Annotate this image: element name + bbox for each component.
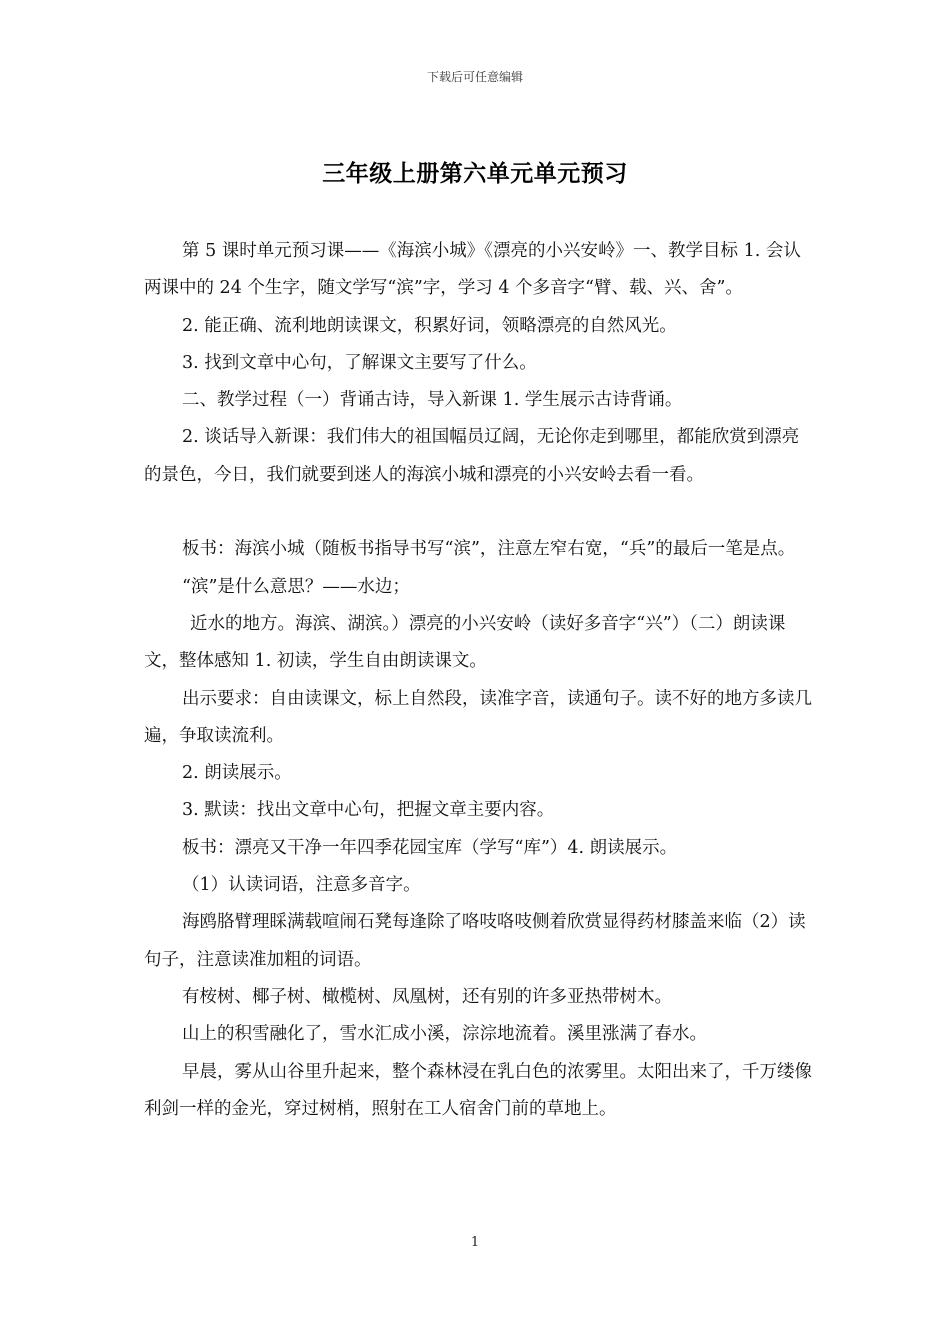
paragraph-reading-show: 2. 朗读展示。: [182, 763, 292, 784]
page-number: 1: [470, 1235, 480, 1250]
paragraph-requirements: 出示要求：自由读课文，标上自然段，读准字音，读通句子。读不好的地方多读几遍，争取读流利。: [144, 688, 812, 746]
paragraph-goal-2: 2. 能正确、流利地朗读课文，积累好词，领略漂亮的自然风光。: [182, 315, 677, 336]
paragraph-sentence-snow: 山上的积雪融化了，雪水汇成小溪，淙淙地流着。溪里涨满了春水。: [182, 1024, 707, 1045]
paragraph-goal-3: 3. 找到文章中心句，了解课文主要写了什么。: [182, 352, 537, 373]
paragraph-process: 二、教学过程（一）背诵古诗，导入新课 1. 学生展示古诗背诵。: [182, 390, 683, 411]
document-body: [144, 233, 814, 1128]
paragraph-sentence-trees: 有桉树、椰子树、橄榄树、凤凰树，还有别的许多亚热带树木。: [182, 986, 672, 1007]
paragraph-spacer: [144, 494, 814, 531]
paragraph-intro-talk: 2. 谈话导入新课：我们伟大的祖国幅员辽阔，无论你走到哪里，都能欣赏到漂亮的景色，今日，我们就要到迷人的海滨小城和漂亮的小兴安岭去看一看。: [144, 427, 800, 485]
paragraph-near-water: 近水的地方。海滨、湖滨。）漂亮的小兴安岭（读好多音字“兴”）（二）朗读课文，整体感知 1. 初读，学生自由朗读课文。: [144, 613, 786, 672]
paragraph-sentence-morning: 早晨，雾从山谷里升起来，整个森林浸在乳白色的浓雾里。太阳出来了，千万缕像利剑一样的金光，穿过树梢，照射在工人宿舍门前的草地上。: [144, 1061, 812, 1119]
header-note: 下载后可任意编辑: [426, 70, 523, 84]
paragraph-vocab-read: （1）认读词语，注意多音字。: [182, 875, 421, 896]
paragraph-vocab-list: 海鸥胳臂理睬满载喧闹石凳每逢除了咯吱咯吱侧着欣赏显得药材膝盖来临（2）读句子，注意读准加粗的词语。: [144, 912, 806, 970]
paragraph-board-1: 板书：海滨小城（随板书指导书写“滨”，注意左窄右宽，“兵”的最后一笔是点。: [182, 539, 796, 560]
paragraph-silent-read: 3. 默读：找出文章中心句，把握文章主要内容。: [182, 800, 555, 821]
paragraph-bin-meaning: “滨”是什么意思？——水边；: [182, 576, 410, 597]
document-title: 三年级上册第六单元单元预习: [322, 160, 628, 187]
paragraph-objectives: 第 5 课时单元预习课——《海滨小城》《漂亮的小兴安岭》一、教学目标 1. 会认两课中的 24 个生字，随文学写“滨”字，学习 4 个多音字“臂、载、兴、舍”。: [144, 241, 801, 299]
paragraph-board-2: 板书：漂亮又干净一年四季花园宝库（学写“库”）4. 朗读展示。: [182, 837, 678, 858]
